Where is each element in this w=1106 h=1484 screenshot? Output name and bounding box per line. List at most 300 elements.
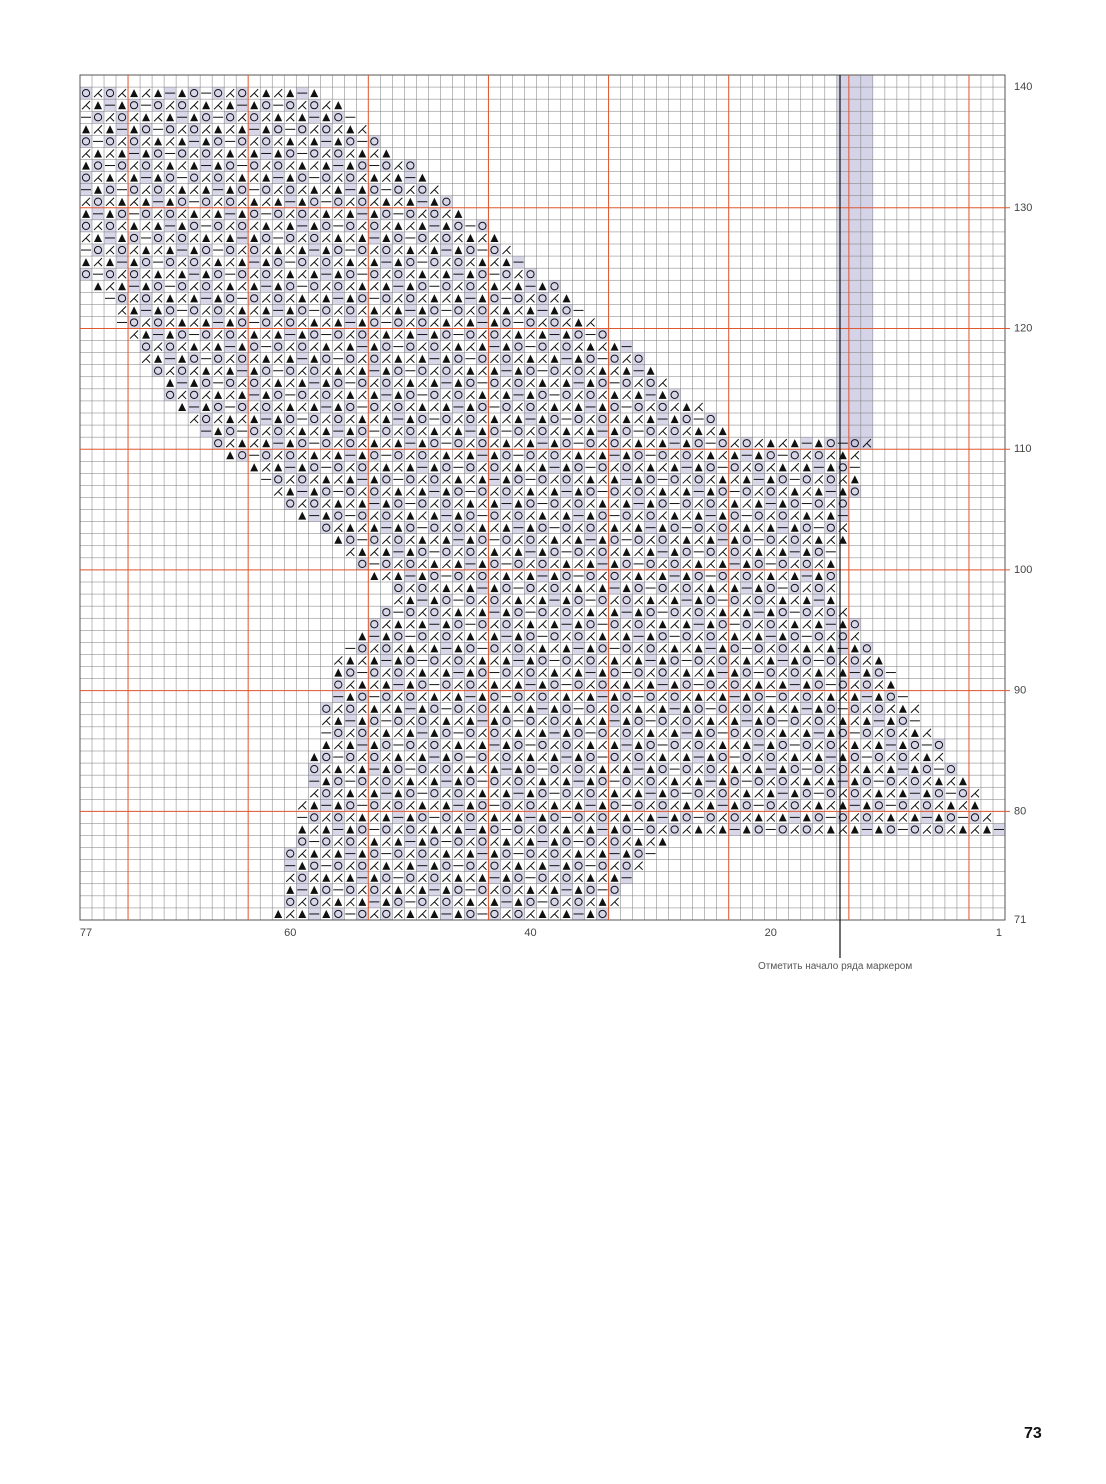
shaded-cell xyxy=(356,160,368,172)
bobble-symbol xyxy=(322,379,330,387)
decrease-symbol xyxy=(370,813,378,821)
bobble-symbol xyxy=(551,801,559,809)
shaded-cell xyxy=(320,437,332,449)
chart-labels xyxy=(80,81,1032,939)
decrease-symbol xyxy=(406,620,414,628)
bobble-symbol xyxy=(346,656,354,664)
decrease-symbol xyxy=(442,391,450,399)
shaded-cell xyxy=(320,884,332,896)
decrease-symbol xyxy=(322,318,330,326)
decrease-symbol xyxy=(82,198,90,206)
bobble-symbol xyxy=(815,439,823,447)
bobble-symbol xyxy=(94,186,102,194)
shaded-cell xyxy=(224,377,236,389)
decrease-symbol xyxy=(587,898,595,906)
decrease-symbol xyxy=(719,717,727,725)
decrease-symbol xyxy=(94,222,102,230)
shaded-cell xyxy=(320,123,332,135)
shaded-cell xyxy=(452,654,464,666)
shaded-cell xyxy=(657,630,669,642)
shaded-cell xyxy=(140,208,152,220)
bobble-symbol xyxy=(695,512,703,520)
bobble-symbol xyxy=(815,487,823,495)
decrease-symbol xyxy=(647,705,655,713)
shaded-cell xyxy=(885,823,897,835)
bobble-symbol xyxy=(779,632,787,640)
shaded-cell xyxy=(404,823,416,835)
shaded-cell xyxy=(272,208,284,220)
shaded-cell xyxy=(392,667,404,679)
decrease-symbol xyxy=(538,886,546,894)
shaded-cell xyxy=(825,654,837,666)
bobble-symbol xyxy=(166,294,174,302)
decrease-symbol xyxy=(502,463,510,471)
shaded-cell xyxy=(344,401,356,413)
decrease-symbol xyxy=(202,391,210,399)
decrease-symbol xyxy=(118,306,126,314)
bobble-symbol xyxy=(262,174,270,182)
shaded-cell xyxy=(236,401,248,413)
bobble-symbol xyxy=(623,717,631,725)
decrease-symbol xyxy=(719,500,727,508)
shaded-cell xyxy=(573,860,585,872)
decrease-symbol xyxy=(382,620,390,628)
shaded-cell xyxy=(284,316,296,328)
decrease-symbol xyxy=(743,463,751,471)
shaded-cell xyxy=(789,715,801,727)
shaded-cell xyxy=(693,654,705,666)
shaded-cell xyxy=(609,534,621,546)
shaded-cell xyxy=(897,715,909,727)
shaded-cell xyxy=(356,425,368,437)
bobble-symbol xyxy=(755,632,763,640)
decrease-symbol xyxy=(502,813,510,821)
bobble-symbol xyxy=(538,729,546,737)
decrease-symbol xyxy=(947,825,955,833)
decrease-symbol xyxy=(118,174,126,182)
shaded-cell xyxy=(681,811,693,823)
bobble-symbol xyxy=(671,777,679,785)
bobble-symbol xyxy=(551,705,559,713)
shaded-cell xyxy=(500,799,512,811)
decrease-symbol xyxy=(551,644,559,652)
bobble-symbol xyxy=(815,753,823,761)
shaded-cell xyxy=(657,449,669,461)
decrease-symbol xyxy=(514,403,522,411)
shaded-cell xyxy=(416,184,428,196)
shaded-cell xyxy=(236,449,248,461)
shaded-cell xyxy=(164,256,176,268)
bobble-symbol xyxy=(478,825,486,833)
bobble-symbol xyxy=(166,246,174,254)
bobble-symbol xyxy=(827,693,835,701)
decrease-symbol xyxy=(334,125,342,133)
decrease-symbol xyxy=(695,801,703,809)
bobble-symbol xyxy=(755,584,763,592)
bobble-symbol xyxy=(298,910,306,918)
shaded-cell xyxy=(512,908,524,920)
decrease-symbol xyxy=(130,162,138,170)
shaded-cell xyxy=(200,147,212,159)
bobble-symbol xyxy=(370,343,378,351)
shaded-cell xyxy=(380,872,392,884)
bobble-symbol xyxy=(719,608,727,616)
shaded-cell xyxy=(885,775,897,787)
bobble-symbol xyxy=(827,560,835,568)
decrease-symbol xyxy=(454,234,462,242)
decrease-symbol xyxy=(851,765,859,773)
bobble-symbol xyxy=(286,222,294,230)
bobble-symbol xyxy=(683,403,691,411)
shaded-cell xyxy=(260,99,272,111)
bobble-symbol xyxy=(370,705,378,713)
shaded-cell xyxy=(152,184,164,196)
decrease-symbol xyxy=(635,415,643,423)
decrease-symbol xyxy=(587,367,595,375)
bobble-symbol xyxy=(671,813,679,821)
shaded-cell xyxy=(512,558,524,570)
shaded-cell xyxy=(597,413,609,425)
decrease-symbol xyxy=(851,813,859,821)
shaded-cell xyxy=(452,787,464,799)
bobble-symbol xyxy=(322,910,330,918)
bobble-symbol xyxy=(575,801,583,809)
decrease-symbol xyxy=(226,258,234,266)
decrease-symbol xyxy=(370,862,378,870)
decrease-symbol xyxy=(623,838,631,846)
decrease-symbol xyxy=(238,198,246,206)
decrease-symbol xyxy=(551,874,559,882)
shaded-cell xyxy=(284,99,296,111)
shaded-cell xyxy=(356,377,368,389)
bobble-symbol xyxy=(671,463,679,471)
shaded-cell xyxy=(344,667,356,679)
bobble-symbol xyxy=(767,439,775,447)
bobble-symbol xyxy=(587,741,595,749)
shaded-cell xyxy=(248,425,260,437)
shaded-cell xyxy=(356,510,368,522)
bobble-symbol xyxy=(454,777,462,785)
decrease-symbol xyxy=(635,379,643,387)
bobble-symbol xyxy=(563,560,571,568)
decrease-symbol xyxy=(923,825,931,833)
shaded-cell xyxy=(873,799,885,811)
bobble-symbol xyxy=(611,741,619,749)
decrease-symbol xyxy=(695,536,703,544)
shaded-cell xyxy=(296,836,308,848)
decrease-symbol xyxy=(310,475,318,483)
bobble-symbol xyxy=(418,174,426,182)
bobble-symbol xyxy=(767,741,775,749)
decrease-symbol xyxy=(166,186,174,194)
bobble-symbol xyxy=(755,451,763,459)
decrease-symbol xyxy=(334,475,342,483)
shaded-cell xyxy=(380,908,392,920)
bobble-symbol xyxy=(719,644,727,652)
bobble-symbol xyxy=(202,186,210,194)
decrease-symbol xyxy=(743,500,751,508)
decrease-symbol xyxy=(94,258,102,266)
shaded-cell xyxy=(272,256,284,268)
bobble-symbol xyxy=(154,270,162,278)
shaded-cell xyxy=(536,341,548,353)
shaded-cell xyxy=(777,510,789,522)
bobble-symbol xyxy=(370,391,378,399)
decrease-symbol xyxy=(791,777,799,785)
shaded-cell xyxy=(272,160,284,172)
shaded-cell xyxy=(585,618,597,630)
bobble-symbol xyxy=(454,910,462,918)
shaded-cell xyxy=(452,353,464,365)
shaded-cell xyxy=(753,727,765,739)
decrease-symbol xyxy=(538,850,546,858)
decrease-symbol xyxy=(551,741,559,749)
shaded-cell xyxy=(597,727,609,739)
shaded-cell xyxy=(224,111,236,123)
shaded-cell xyxy=(789,630,801,642)
bobble-symbol xyxy=(274,149,282,157)
decrease-symbol xyxy=(683,741,691,749)
decrease-symbol xyxy=(791,596,799,604)
decrease-symbol xyxy=(358,886,366,894)
shaded-cell xyxy=(813,546,825,558)
shaded-cell xyxy=(741,570,753,582)
bobble-symbol xyxy=(707,451,715,459)
decrease-symbol xyxy=(779,572,787,580)
bobble-symbol xyxy=(154,306,162,314)
decrease-symbol xyxy=(466,656,474,664)
shaded-cell xyxy=(332,679,344,691)
decrease-symbol xyxy=(635,512,643,520)
decrease-symbol xyxy=(346,729,354,737)
bobble-symbol xyxy=(587,825,595,833)
shaded-cell xyxy=(212,172,224,184)
shaded-cell xyxy=(428,570,440,582)
shaded-cell xyxy=(536,425,548,437)
shaded-cell xyxy=(284,449,296,461)
decrease-symbol xyxy=(659,825,667,833)
bobble-symbol xyxy=(526,838,534,846)
decrease-symbol xyxy=(298,500,306,508)
shaded-cell xyxy=(392,268,404,280)
decrease-symbol xyxy=(563,500,571,508)
decrease-symbol xyxy=(791,693,799,701)
decrease-symbol xyxy=(478,282,486,290)
bobble-symbol xyxy=(454,825,462,833)
decrease-symbol xyxy=(166,101,174,109)
decrease-symbol xyxy=(551,777,559,785)
bobble-symbol xyxy=(587,693,595,701)
shaded-cell xyxy=(573,546,585,558)
bobble-symbol xyxy=(502,741,510,749)
decrease-symbol xyxy=(370,463,378,471)
decrease-symbol xyxy=(322,149,330,157)
decrease-symbol xyxy=(490,391,498,399)
shaded-cell xyxy=(200,329,212,341)
shaded-cell xyxy=(380,642,392,654)
bobble-symbol xyxy=(659,705,667,713)
shaded-cell xyxy=(380,691,392,703)
shaded-cell xyxy=(633,751,645,763)
shaded-cell xyxy=(621,727,633,739)
shaded-cell xyxy=(777,606,789,618)
bobble-symbol xyxy=(563,644,571,652)
bobble-symbol xyxy=(394,705,402,713)
decrease-symbol xyxy=(791,560,799,568)
shaded-cell xyxy=(681,582,693,594)
decrease-symbol xyxy=(154,343,162,351)
decrease-symbol xyxy=(442,258,450,266)
decrease-symbol xyxy=(635,596,643,604)
decrease-symbol xyxy=(599,524,607,532)
bobble-symbol xyxy=(394,886,402,894)
shaded-cell xyxy=(549,413,561,425)
shaded-cell xyxy=(128,268,140,280)
decrease-symbol xyxy=(178,258,186,266)
shaded-cell xyxy=(428,341,440,353)
bobble-symbol xyxy=(226,101,234,109)
shaded-cell xyxy=(536,872,548,884)
shaded-cell xyxy=(188,172,200,184)
decrease-symbol xyxy=(478,681,486,689)
decrease-symbol xyxy=(418,825,426,833)
shaded-cell xyxy=(116,160,128,172)
decrease-symbol xyxy=(803,487,811,495)
shaded-cell xyxy=(212,220,224,232)
decrease-symbol xyxy=(190,186,198,194)
bobble-symbol xyxy=(551,403,559,411)
decrease-symbol xyxy=(707,560,715,568)
decrease-symbol xyxy=(647,487,655,495)
bobble-symbol xyxy=(911,813,919,821)
decrease-symbol xyxy=(238,113,246,121)
bobble-symbol xyxy=(815,705,823,713)
bobble-symbol xyxy=(406,379,414,387)
decrease-symbol xyxy=(298,318,306,326)
bobble-symbol xyxy=(563,910,571,918)
bobble-symbol xyxy=(298,825,306,833)
bobble-symbol xyxy=(418,439,426,447)
decrease-symbol xyxy=(226,391,234,399)
shaded-cell xyxy=(464,775,476,787)
shaded-cell xyxy=(897,751,909,763)
decrease-symbol xyxy=(430,765,438,773)
shaded-cell xyxy=(128,135,140,147)
bobble-symbol xyxy=(130,222,138,230)
bobble-symbol xyxy=(226,415,234,423)
shaded-cell xyxy=(753,642,765,654)
shaded-cell xyxy=(729,727,741,739)
shaded-cell xyxy=(368,751,380,763)
bobble-symbol xyxy=(274,463,282,471)
shaded-cell xyxy=(464,413,476,425)
shaded-cell xyxy=(392,848,404,860)
decrease-symbol xyxy=(322,500,330,508)
shaded-cell xyxy=(645,473,657,485)
row-number-label: 100 xyxy=(1014,563,1033,576)
shaded-cell xyxy=(248,377,260,389)
decrease-symbol xyxy=(334,174,342,182)
shaded-cell xyxy=(585,353,597,365)
bobble-symbol xyxy=(635,741,643,749)
decrease-symbol xyxy=(551,608,559,616)
bobble-symbol xyxy=(286,886,294,894)
shaded-cell xyxy=(717,654,729,666)
shaded-cell xyxy=(861,679,873,691)
shaded-cell xyxy=(428,787,440,799)
shaded-cell xyxy=(801,691,813,703)
page-number: 73 xyxy=(1024,1425,1042,1442)
bobble-symbol xyxy=(767,656,775,664)
bobble-symbol xyxy=(442,222,450,230)
shaded-cell xyxy=(536,654,548,666)
bobble-symbol xyxy=(767,475,775,483)
decrease-symbol xyxy=(262,427,270,435)
decrease-symbol xyxy=(286,910,294,918)
bobble-symbol xyxy=(406,777,414,785)
bobble-symbol xyxy=(214,391,222,399)
bobble-symbol xyxy=(623,415,631,423)
bobble-symbol xyxy=(563,427,571,435)
decrease-symbol xyxy=(611,367,619,375)
decrease-symbol xyxy=(538,801,546,809)
bobble-symbol xyxy=(779,596,787,604)
shaded-cell xyxy=(272,292,284,304)
bobble-symbol xyxy=(358,813,366,821)
decrease-symbol xyxy=(767,644,775,652)
shaded-cell xyxy=(585,485,597,497)
decrease-symbol xyxy=(707,741,715,749)
shaded-cell xyxy=(717,522,729,534)
decrease-symbol xyxy=(743,813,751,821)
shaded-cell xyxy=(428,606,440,618)
bobble-symbol xyxy=(478,343,486,351)
bobble-symbol xyxy=(635,572,643,580)
decrease-symbol xyxy=(118,222,126,230)
decrease-symbol xyxy=(611,500,619,508)
decrease-symbol xyxy=(575,524,583,532)
shaded-cell xyxy=(500,751,512,763)
shaded-cell xyxy=(633,582,645,594)
bobble-symbol xyxy=(190,343,198,351)
shaded-cell xyxy=(392,763,404,775)
shaded-cell xyxy=(428,304,440,316)
bobble-symbol xyxy=(490,500,498,508)
bobble-symbol xyxy=(382,500,390,508)
shaded-cell xyxy=(332,775,344,787)
bobble-symbol xyxy=(779,729,787,737)
shaded-cell xyxy=(765,751,777,763)
shaded-cell xyxy=(320,389,332,401)
decrease-symbol xyxy=(755,524,763,532)
bobble-symbol xyxy=(382,813,390,821)
shaded-cell xyxy=(488,775,500,787)
bobble-symbol xyxy=(803,813,811,821)
bobble-symbol xyxy=(514,463,522,471)
shaded-cell xyxy=(512,606,524,618)
decrease-symbol xyxy=(298,801,306,809)
decrease-symbol xyxy=(514,355,522,363)
shaded-cell xyxy=(585,751,597,763)
decrease-symbol xyxy=(767,729,775,737)
decrease-symbol xyxy=(815,560,823,568)
bobble-symbol xyxy=(911,765,919,773)
shaded-cell xyxy=(585,703,597,715)
decrease-symbol xyxy=(575,741,583,749)
shaded-cell xyxy=(368,184,380,196)
bobble-symbol xyxy=(551,536,559,544)
shaded-cell xyxy=(284,848,296,860)
